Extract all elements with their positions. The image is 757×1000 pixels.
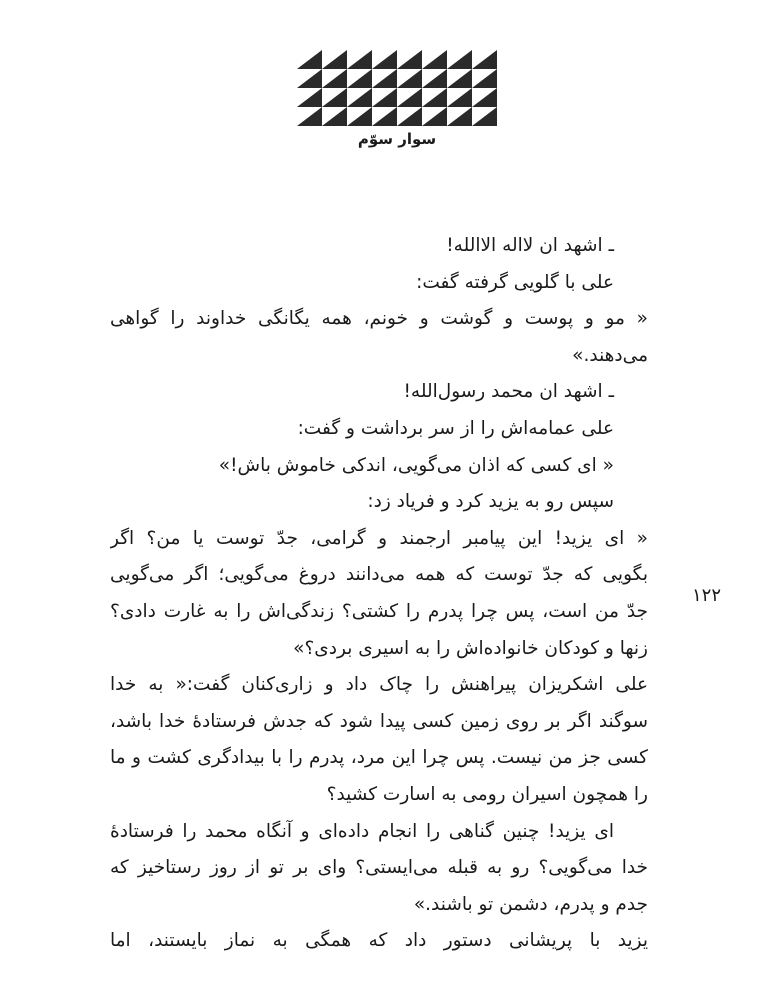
ornament-triangle <box>397 88 422 107</box>
ornament-triangle <box>422 50 447 69</box>
ornament-triangle <box>397 107 422 126</box>
ornament-triangle <box>397 50 422 69</box>
text-line: « ای یزید! این پیامبر ارجمند و گرامی، جدّ توست یا من؟ اگر <box>110 527 648 549</box>
ornament-triangle <box>397 69 422 88</box>
ornament-triangle <box>322 88 347 107</box>
text-line: زنها و کودکان خانواده‌اش را به اسیری بردی؟» <box>293 637 648 659</box>
text-line: ـ اشهد ان لااله الاالله! <box>446 235 614 256</box>
ornament-triangle <box>472 69 497 88</box>
ornament-triangle <box>347 50 372 69</box>
page-number: ۱۲۲ <box>692 585 722 606</box>
text-line: خدا می‌گویی؟ رو به قبله می‌ایستی؟ وای بر تو از روز رستاخیز که <box>110 857 648 879</box>
ornament-triangle <box>422 107 447 126</box>
ornament-triangle <box>422 69 447 88</box>
text-line: علی عمامه‌اش را از سر برداشت و گفت: <box>297 417 614 439</box>
ornament-triangle <box>422 88 447 107</box>
ornament-triangle <box>297 107 322 126</box>
ornament-triangle <box>372 69 397 88</box>
chapter-title: سوار سوّم <box>357 130 437 148</box>
text-line: علی اشکریزان پیراهنش را چاک داد و زاری‌کنان گفت:« به خدا <box>110 674 648 696</box>
text-line: را همچون اسیران رومی به اسارت کشید؟ <box>326 783 648 805</box>
ornament-triangle <box>447 107 472 126</box>
ornament-triangle <box>297 88 322 107</box>
ornament-triangle <box>347 69 372 88</box>
text-line: ای یزید! چنین گناهی را انجام داده‌ای و آنگاه محمد را فرستادهٔ <box>110 820 614 842</box>
text-line: « ای کسی که اذان می‌گویی، اندکی خاموش باش!» <box>218 454 614 476</box>
ornament-triangle <box>372 88 397 107</box>
text-line: بگویی که جدّ توست که همه می‌دانند دروغ می‌گویی؛ اگر می‌گویی <box>110 564 648 586</box>
ornament-triangle <box>347 88 372 107</box>
ornament-triangle <box>447 69 472 88</box>
ornament-triangle <box>322 107 347 126</box>
ornament-triangle <box>322 50 347 69</box>
text-line: علی با گلویی گرفته گفت: <box>416 271 614 293</box>
ornament-triangle <box>297 69 322 88</box>
ornament-triangle <box>297 50 322 69</box>
body-text <box>110 228 648 960</box>
ornament-triangle <box>347 107 372 126</box>
text-line: یزید با پریشانی دستور داد که همگی به نماز بایستند، اما <box>110 930 648 952</box>
ornament-triangle <box>472 107 497 126</box>
text-line: کسی جز من نیست. پس چرا این مرد، پدرم را با بیدادگری کشت و ما <box>110 747 648 769</box>
text-line: سپس رو به یزید کرد و فریاد زد: <box>367 491 614 513</box>
text-line: سوگند اگر بر روی زمین کسی پیدا شود که جدش فرستادهٔ خدا باشد، <box>110 710 648 732</box>
ornament-triangle <box>447 50 472 69</box>
ornament-triangle <box>472 88 497 107</box>
text-line: جدّ من است، پس چرا پدرم را کشتی؟ زندگی‌اش را به غارت دادی؟ <box>110 600 648 622</box>
text-line: « مو و پوست و گوشت و خونم، همه یگانگی خداوند را گواهی <box>110 308 648 330</box>
text-line: ـ اشهد ان محمد رسول‌الله! <box>403 381 614 403</box>
ornament-triangle <box>472 50 497 69</box>
text-line: می‌دهند.» <box>572 344 648 366</box>
ornament-triangle <box>372 50 397 69</box>
ornament-triangle <box>322 69 347 88</box>
text-line: جدم و پدرم، دشمن تو باشند.» <box>413 893 648 915</box>
ornament-triangle <box>447 88 472 107</box>
ornament-triangle <box>372 107 397 126</box>
triangle-ornament <box>297 50 497 126</box>
